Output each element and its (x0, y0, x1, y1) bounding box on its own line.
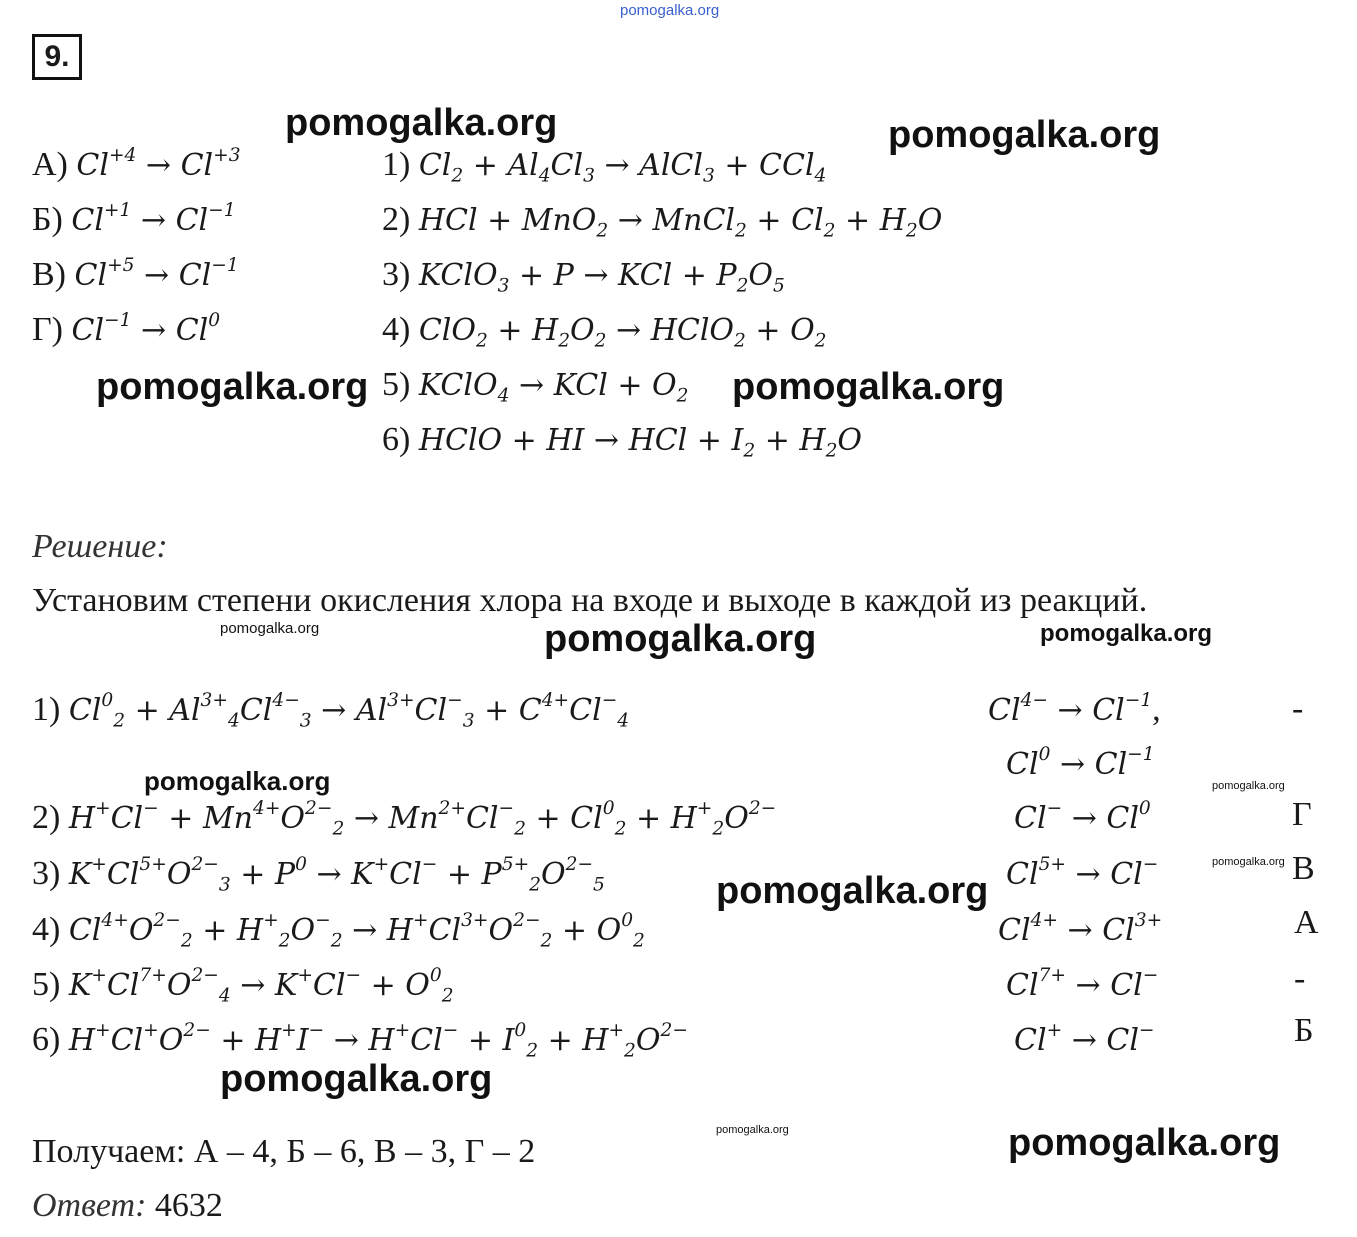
reaction-3: 3) KClO$_3$ + P → KCl + $P_2O_5$ (382, 256, 785, 297)
transition-1: $Cl^{4-} \to Cl^{-1}$, (988, 690, 1161, 728)
match-letter-3: Г (1292, 796, 1312, 833)
result-text: Получаем: А – 4, Б – 6, В – 3, Г – 2 (32, 1133, 536, 1170)
transition-7: Cl+ → Cl− (1014, 1020, 1155, 1058)
watermark: pomogalka.org (1212, 780, 1285, 792)
watermark: pomogalka.org (1212, 856, 1285, 868)
intro-text: Установим степени окисления хлора на входе и выходе в каждой из реакций. (32, 582, 1148, 619)
solution-label: Решение: (32, 528, 168, 565)
solution-reaction-6: 6) $H^+Cl^+O^{2-} + H^+I^- \to H^+Cl^- + I^0_2 + H^+_2O^{2-}$ (32, 1020, 688, 1062)
watermark: pomogalka.org (732, 366, 1005, 408)
reaction-4: 4) $ClO_2 + H_2O_2$ → HClO$_2$ + $O_2$ (382, 311, 827, 352)
answer-value: 4632 (154, 1187, 223, 1224)
match-letter-7: Б (1294, 1012, 1314, 1049)
row-label: А) (32, 146, 68, 183)
match-letter-4: В (1292, 850, 1315, 887)
solution-reaction-4: 4) $Cl^{4+}O^{2-}_2 + H^+_2O^-_2 \to H^+Cl^{3+}O^{2-}_2 + O^0_2$ (32, 910, 645, 952)
watermark: pomogalka.org (544, 618, 817, 660)
watermark: pomogalka.org (716, 1124, 789, 1136)
transition-5: $Cl^{4+} \to Cl^{3+}$ (998, 910, 1163, 948)
watermark-top: pomogalka.org (620, 2, 720, 19)
reaction-6: 6) HClO + HI → HCl + $I_2 + H_2O$ (382, 421, 863, 462)
reaction-2: 2) HCl + MnO$_2$ → MnCl$_2$ + $Cl_2 + H_2O$ (382, 201, 943, 242)
match-letter-6: - (1294, 960, 1306, 997)
watermark: pomogalka.org (96, 366, 369, 408)
solution-reaction-1: 1) $Cl^0_2 + Al^{3+}_4Cl^{4-}_3 \to Al^{3+}Cl^-_3 + C^{4+}Cl^-_4$ (32, 690, 630, 732)
solution-reaction-2: 2) $H^+Cl^- + Mn^{4+}O^{2-}_2 \to Mn^{2+}Cl^-_2 + Cl^0_2 + H^+_2O^{2-}$ (32, 798, 777, 840)
match-letter-5: А (1294, 904, 1319, 941)
match-letter-1: - (1292, 690, 1304, 727)
mapping-row-a: А) $Cl^{+4} \to Cl^{+3}$ (32, 145, 241, 183)
reaction-1: 1) $Cl_2 + Al_4Cl_3$ → AlCl$_3$ + CCl$_4$ (382, 146, 827, 187)
watermark: pomogalka.org (144, 766, 331, 796)
solution-reaction-3: 3) $K^+Cl^{5+}O^{2-}_3 + P^0 \to K^+Cl^- + P^{5+}_2O^{2-}_5$ (32, 854, 605, 896)
answer-label: Ответ: (32, 1187, 147, 1224)
mapping-row-v: В) $Cl^{+5} \to Cl^{-1}$ (32, 255, 239, 293)
watermark: pomogalka.org (888, 114, 1161, 156)
watermark: pomogalka.org (716, 870, 989, 912)
answer-line (32, 1186, 223, 1226)
watermark: pomogalka.org (285, 102, 558, 144)
transition-6: $Cl^{7+} \to Cl^-$ (1006, 965, 1159, 1003)
reaction-5: 5) KClO$_4$ → KCl + $O_2$ (382, 366, 689, 407)
solution-reaction-5: 5) $K^+Cl^{7+}O^{2-}_4 \to K^+Cl^- + O^0_2$ (32, 965, 454, 1007)
transition-3: $Cl^- \to Cl^0$ (1014, 798, 1151, 836)
watermark: pomogalka.org (1008, 1122, 1281, 1164)
mapping-row-b: Б) $Cl^{+1} \to Cl^{-1}$ (32, 200, 236, 238)
transition-4: $Cl^{5+} \to Cl^-$ (1006, 854, 1159, 892)
watermark: pomogalka.org (220, 1058, 493, 1100)
problem-number: 9. (32, 34, 82, 80)
watermark: pomogalka.org (1040, 620, 1213, 647)
watermark: pomogalka.org (220, 620, 320, 637)
mapping-row-g: Г) $Cl^{-1} \to Cl^0$ (32, 310, 221, 348)
transition-2: $Cl^0 \to Cl^{-1}$ (1006, 744, 1155, 782)
